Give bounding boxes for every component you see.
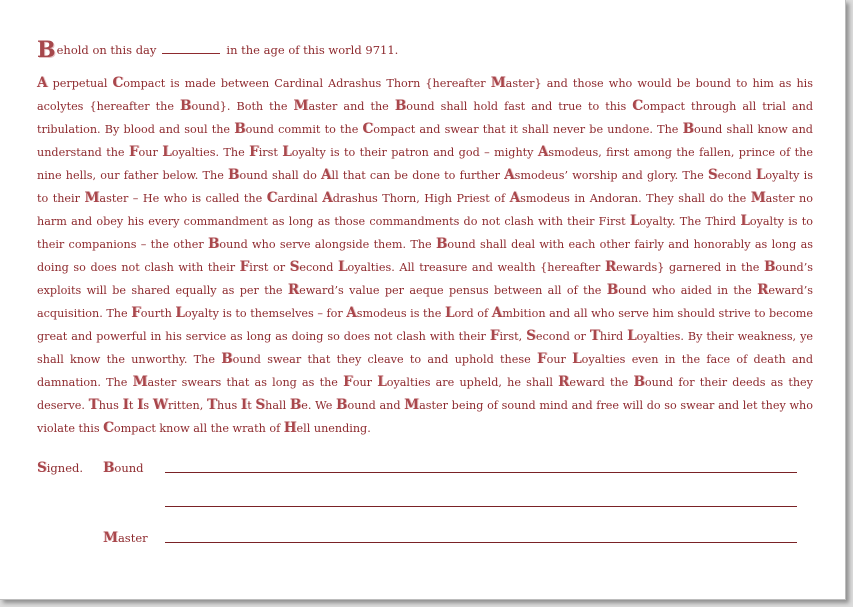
ornate-capital: L bbox=[175, 305, 185, 321]
ornate-capital: A bbox=[504, 167, 515, 183]
ornate-capital: F bbox=[131, 305, 141, 321]
compact-text: econd bbox=[299, 261, 338, 274]
compact-text: hus bbox=[98, 399, 123, 412]
ornate-capital: L bbox=[444, 305, 455, 321]
compact-text: ritten, bbox=[168, 399, 207, 412]
compact-text: ound who serve alongside them. The bbox=[219, 238, 436, 251]
ornate-capital: L bbox=[338, 259, 348, 275]
bound-signature-line-2[interactable] bbox=[165, 506, 797, 507]
compact-document bbox=[37, 37, 814, 440]
bound-label: Bound bbox=[103, 460, 144, 476]
compact-text: ound shall hold fast and true to this bbox=[406, 100, 633, 113]
date-blank[interactable] bbox=[162, 43, 220, 54]
compact-text: ound and bbox=[347, 399, 405, 412]
ornate-capital: R bbox=[604, 259, 617, 275]
ornate-capital: A bbox=[37, 75, 48, 91]
compact-paragraph bbox=[37, 72, 813, 440]
compact-text: our bbox=[352, 376, 378, 389]
ornate-capital: L bbox=[740, 213, 750, 229]
master-label: Master bbox=[103, 530, 148, 546]
compact-text: ord of bbox=[454, 307, 492, 320]
compact-text: ompact and swear that it shall never be undone. The bbox=[373, 123, 683, 136]
ornate-capital: C bbox=[632, 98, 644, 114]
compact-text: aster swears that as long as the bbox=[147, 376, 344, 389]
compact-text: aster being of sound mind and free will do so swear and let they who violate this bbox=[37, 399, 813, 435]
ornate-capital: R bbox=[558, 374, 570, 390]
ornate-capital: L bbox=[162, 144, 172, 160]
ornate-capital: T bbox=[88, 397, 99, 413]
ornate-capital: B bbox=[336, 397, 348, 413]
compact-text: our bbox=[138, 146, 163, 159]
ornate-capital: A bbox=[322, 190, 333, 206]
ornate-capital: B bbox=[606, 282, 619, 298]
compact-text: ompact is made between Cardinal Adrashus Thorn {hereafter bbox=[123, 77, 491, 90]
compact-text: oyalties. All treasure and wealth {hereafter bbox=[347, 261, 605, 274]
compact-text: hall bbox=[265, 399, 290, 412]
ornate-capital: M bbox=[84, 190, 100, 206]
ornate-capital: B bbox=[633, 374, 645, 390]
signed-label: Signed. bbox=[37, 460, 84, 476]
compact-text: ound who aided in the bbox=[618, 284, 758, 297]
ornate-capital: I bbox=[137, 397, 144, 413]
date-line-suffix: in the age of this world 9711. bbox=[226, 43, 399, 57]
ornate-capital: I bbox=[122, 397, 129, 413]
ornate-capital: B bbox=[234, 121, 246, 137]
compact-text: irst bbox=[258, 146, 283, 159]
date-line bbox=[37, 37, 813, 63]
ornate-capital: M bbox=[132, 374, 148, 390]
compact-text: t bbox=[247, 399, 256, 412]
signature-row-master bbox=[37, 530, 797, 550]
compact-text: smodeus is the bbox=[356, 307, 445, 320]
compact-text: mbition and all who serve him should strive to become great and powerful in his service as long as doing so does not clash with their bbox=[37, 307, 814, 343]
ornate-capital: M bbox=[404, 397, 420, 413]
master-signature-line[interactable] bbox=[165, 542, 797, 543]
ornate-capital: F bbox=[128, 144, 139, 160]
compact-text: ll that can be done to further bbox=[331, 169, 505, 182]
compact-text: hus bbox=[217, 399, 241, 412]
date-line-text: ehold on this day bbox=[56, 43, 157, 57]
ornate-capital: R bbox=[757, 282, 769, 298]
ornate-capital: A bbox=[509, 190, 521, 206]
compact-text: aster – He who is called the bbox=[99, 192, 267, 205]
compact-text: ardinal bbox=[277, 192, 323, 205]
compact-text: oyalty. The Third bbox=[639, 215, 741, 228]
compact-text: ompact through all trial and tribulation. By blood and soul the bbox=[37, 100, 813, 136]
ornate-capital: B bbox=[208, 236, 220, 252]
compact-text: our bbox=[546, 353, 573, 366]
ornate-capital: B bbox=[394, 98, 407, 114]
ornate-capital: L bbox=[629, 213, 640, 229]
compact-text: smodeus in Andoran. They shall do the bbox=[520, 192, 751, 205]
compact-text: ound’s exploits will be shared equally as per the bbox=[37, 261, 814, 297]
ornate-capital: F bbox=[537, 351, 547, 367]
ornate-capital: L bbox=[282, 144, 292, 160]
compact-text: oyalties. The bbox=[171, 146, 250, 159]
compact-text: oyalties. By their weakness, ye shall know the unworthy. The bbox=[37, 330, 814, 366]
compact-text: oyalties even in the face of death and damnation. The bbox=[37, 353, 813, 389]
signature-row-bound bbox=[37, 460, 797, 480]
compact-text: smodeus’ worship and glory. The bbox=[514, 169, 708, 182]
ornate-capital: T bbox=[206, 397, 218, 413]
ornate-capital: B bbox=[682, 121, 695, 137]
ornate-capital: B bbox=[221, 351, 233, 367]
ornate-capital: S bbox=[289, 259, 300, 275]
ornate-capital: F bbox=[239, 259, 250, 275]
ornate-capital: F bbox=[249, 144, 259, 160]
ornate-capital: B bbox=[180, 98, 192, 114]
compact-text: ound commit to the bbox=[245, 123, 363, 136]
ornate-capital: C bbox=[112, 75, 124, 91]
compact-text: oyalty is to their patron and god – mighty bbox=[291, 146, 538, 159]
compact-text: econd bbox=[717, 169, 756, 182]
compact-text: smodeus, first among the fallen, prince of the nine hells, our father below. The bbox=[37, 146, 813, 182]
compact-text: ound}. Both the bbox=[191, 100, 294, 113]
compact-text: econd or bbox=[535, 330, 590, 343]
ornate-capital: C bbox=[266, 190, 278, 206]
ornate-capital: B bbox=[228, 167, 240, 183]
compact-text: oyalty is to themselves – for bbox=[184, 307, 347, 320]
compact-text: oyalties are upheld, he shall bbox=[386, 376, 559, 389]
compact-text: oyalty is to their companions – the other bbox=[37, 215, 813, 251]
compact-text: s bbox=[143, 399, 153, 412]
ornate-capital: M bbox=[490, 75, 506, 91]
compact-text: ound for their deeds as they deserve. bbox=[37, 376, 813, 412]
ornate-capital: A bbox=[321, 167, 332, 183]
ornate-capital: F bbox=[343, 374, 353, 390]
compact-text: ound shall do bbox=[239, 169, 322, 182]
compact-text: oyalty is to their bbox=[37, 169, 813, 205]
ornate-capital: A bbox=[537, 144, 549, 160]
compact-text: ewards} garnered in the bbox=[616, 261, 764, 274]
compact-text: ourth bbox=[140, 307, 176, 320]
ornate-capital: B bbox=[289, 397, 302, 413]
ornate-capital: S bbox=[526, 328, 536, 344]
compact-text: aster} and those who would be bound to him as his acolytes {hereafter the bbox=[37, 77, 813, 113]
ornate-capital: B bbox=[435, 236, 448, 252]
compact-text: e. We bbox=[301, 399, 337, 412]
ornate-capital: L bbox=[377, 374, 387, 390]
compact-text: t bbox=[128, 399, 138, 412]
ornate-capital: C bbox=[362, 121, 374, 137]
ornate-capital: M bbox=[750, 190, 766, 206]
ornate-capital: L bbox=[755, 167, 766, 183]
ornate-capital: R bbox=[287, 282, 300, 298]
compact-text: ompact know all the wrath of bbox=[113, 422, 284, 435]
compact-text: drashus Thorn, High Priest of bbox=[332, 192, 510, 205]
ornate-capital: M bbox=[293, 98, 309, 114]
ornate-capital: I bbox=[240, 397, 248, 413]
ornate-capital: A bbox=[491, 305, 503, 321]
ornate-capital: L bbox=[627, 328, 637, 344]
compact-text: ell unending. bbox=[296, 422, 371, 435]
ornate-capital: H bbox=[283, 420, 297, 436]
compact-text: ound shall know and understand the bbox=[37, 123, 813, 159]
compact-text: irst or bbox=[249, 261, 290, 274]
compact-text: aster and the bbox=[308, 100, 395, 113]
bound-signature-line-1[interactable] bbox=[165, 472, 797, 473]
compact-text: aster no harm and obey his every commandment as long as those commandments do not clash with their First bbox=[37, 192, 813, 228]
ornate-capital: L bbox=[572, 351, 582, 367]
drop-cap: B bbox=[37, 37, 56, 63]
compact-text: perpetual bbox=[47, 77, 113, 90]
ornate-capital: F bbox=[489, 328, 500, 344]
signature-row-bound-2 bbox=[37, 494, 797, 514]
ornate-capital: T bbox=[589, 328, 600, 344]
compact-text: eward’s value per aeque pensus between all of the bbox=[299, 284, 607, 297]
compact-text: irst, bbox=[499, 330, 527, 343]
ornate-capital: S bbox=[707, 167, 718, 183]
ornate-capital: A bbox=[346, 305, 357, 321]
ornate-capital: S bbox=[255, 397, 266, 413]
compact-text: ound shall deal with each other fairly and honorably as long as doing so does not clash with their bbox=[37, 238, 813, 274]
compact-text: eward the bbox=[569, 376, 634, 389]
ornate-capital: B bbox=[763, 259, 776, 275]
compact-text: ound swear that they cleave to and uphold these bbox=[232, 353, 537, 366]
ornate-capital: W bbox=[152, 397, 168, 413]
ornate-capital: C bbox=[103, 420, 114, 436]
compact-text: eward’s acquisition. The bbox=[37, 284, 813, 320]
compact-text: hird bbox=[599, 330, 628, 343]
